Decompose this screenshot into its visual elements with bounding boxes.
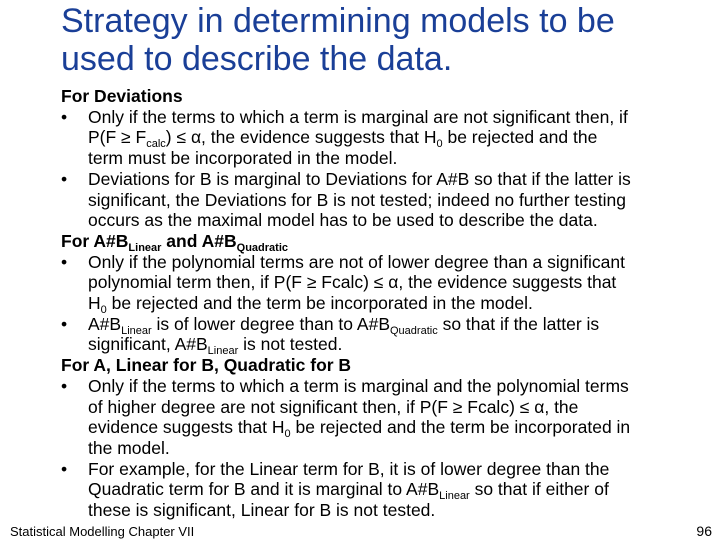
text-line: Only if the polynomial terms are not of lower degree than a significant bbox=[88, 251, 625, 272]
text-line: occurs as the maximal model has to be used to describe the data. bbox=[88, 210, 598, 231]
text-line: significant, $A\#B_{Linear}$ is not tested. bbox=[88, 334, 343, 358]
footer-text: Statistical Modelling Chapter VII bbox=[10, 524, 195, 539]
text-line: $H_0$ be rejected and the term be incorporated in the model. bbox=[88, 293, 533, 317]
text-line: $P(F \ge F_{calc}) \le \alpha$, the evidence suggests that $H_0$ be rejected and the bbox=[88, 127, 598, 151]
text-line: significant, the Deviations for B is not tested; indeed no further testing bbox=[88, 189, 626, 210]
text-line: $A\#B_{Linear}$ is of lower degree than to $A\#B_{Quadratic}$ so that if the latter is bbox=[88, 313, 600, 337]
text-line: Deviations for B is marginal to Deviations for A#B so that if the latter is bbox=[88, 168, 631, 189]
text-line: polynomial term then, if P(F ≥ Fcalc) ≤ α, the evidence suggests that bbox=[88, 272, 617, 293]
bullet-item bbox=[61, 169, 711, 231]
section-heading-main-effects: For A, Linear for B, Quadratic for B bbox=[61, 355, 352, 376]
text-line: the model. bbox=[88, 437, 170, 458]
bullet-icon: • bbox=[61, 106, 68, 127]
text-line: Quadratic term for B and it is marginal to $A\#B_{Linear}$ so that if either of bbox=[88, 479, 609, 503]
text-line: these is significant, Linear for B is not tested. bbox=[88, 500, 436, 521]
bullet-icon: • bbox=[61, 313, 68, 334]
text-line: For example, for the Linear term for B, it is of lower degree than the bbox=[88, 458, 610, 479]
bullet-item bbox=[61, 251, 711, 317]
title-line-1: Strategy in determining models to be bbox=[61, 2, 615, 40]
bullet-icon: • bbox=[61, 251, 68, 272]
bullet-item bbox=[61, 107, 711, 169]
section-heading-deviations: For Deviations bbox=[61, 86, 183, 106]
page-number: 96 bbox=[696, 523, 712, 539]
bullet-item bbox=[61, 313, 711, 358]
text-line: term must be incorporated in the model. bbox=[88, 148, 398, 169]
text-line: evidence suggests that $H_0$ be rejected and the term be incorporated in bbox=[88, 417, 631, 441]
slide-body bbox=[61, 86, 711, 521]
bullet-item bbox=[61, 376, 711, 459]
text-line: of higher degree are not significant then, if P(F ≥ Fcalc) ≤ α, the bbox=[88, 396, 579, 417]
bullet-icon: • bbox=[61, 375, 68, 396]
section-heading-polynomial: For $A\#B_{Linear}$ and $A\#B_{Quadratic}$ bbox=[61, 230, 288, 254]
slide-title bbox=[61, 2, 711, 78]
bullet-item bbox=[61, 459, 711, 521]
title-line-2: used to describe the data. bbox=[61, 40, 453, 78]
bullet-icon: • bbox=[61, 458, 68, 479]
text-line: Only if the terms to which a term is marginal are not significant then, if bbox=[88, 106, 628, 127]
text-line: Only if the terms to which a term is marginal and the polynomial terms bbox=[88, 375, 629, 396]
bullet-icon: • bbox=[61, 168, 68, 189]
